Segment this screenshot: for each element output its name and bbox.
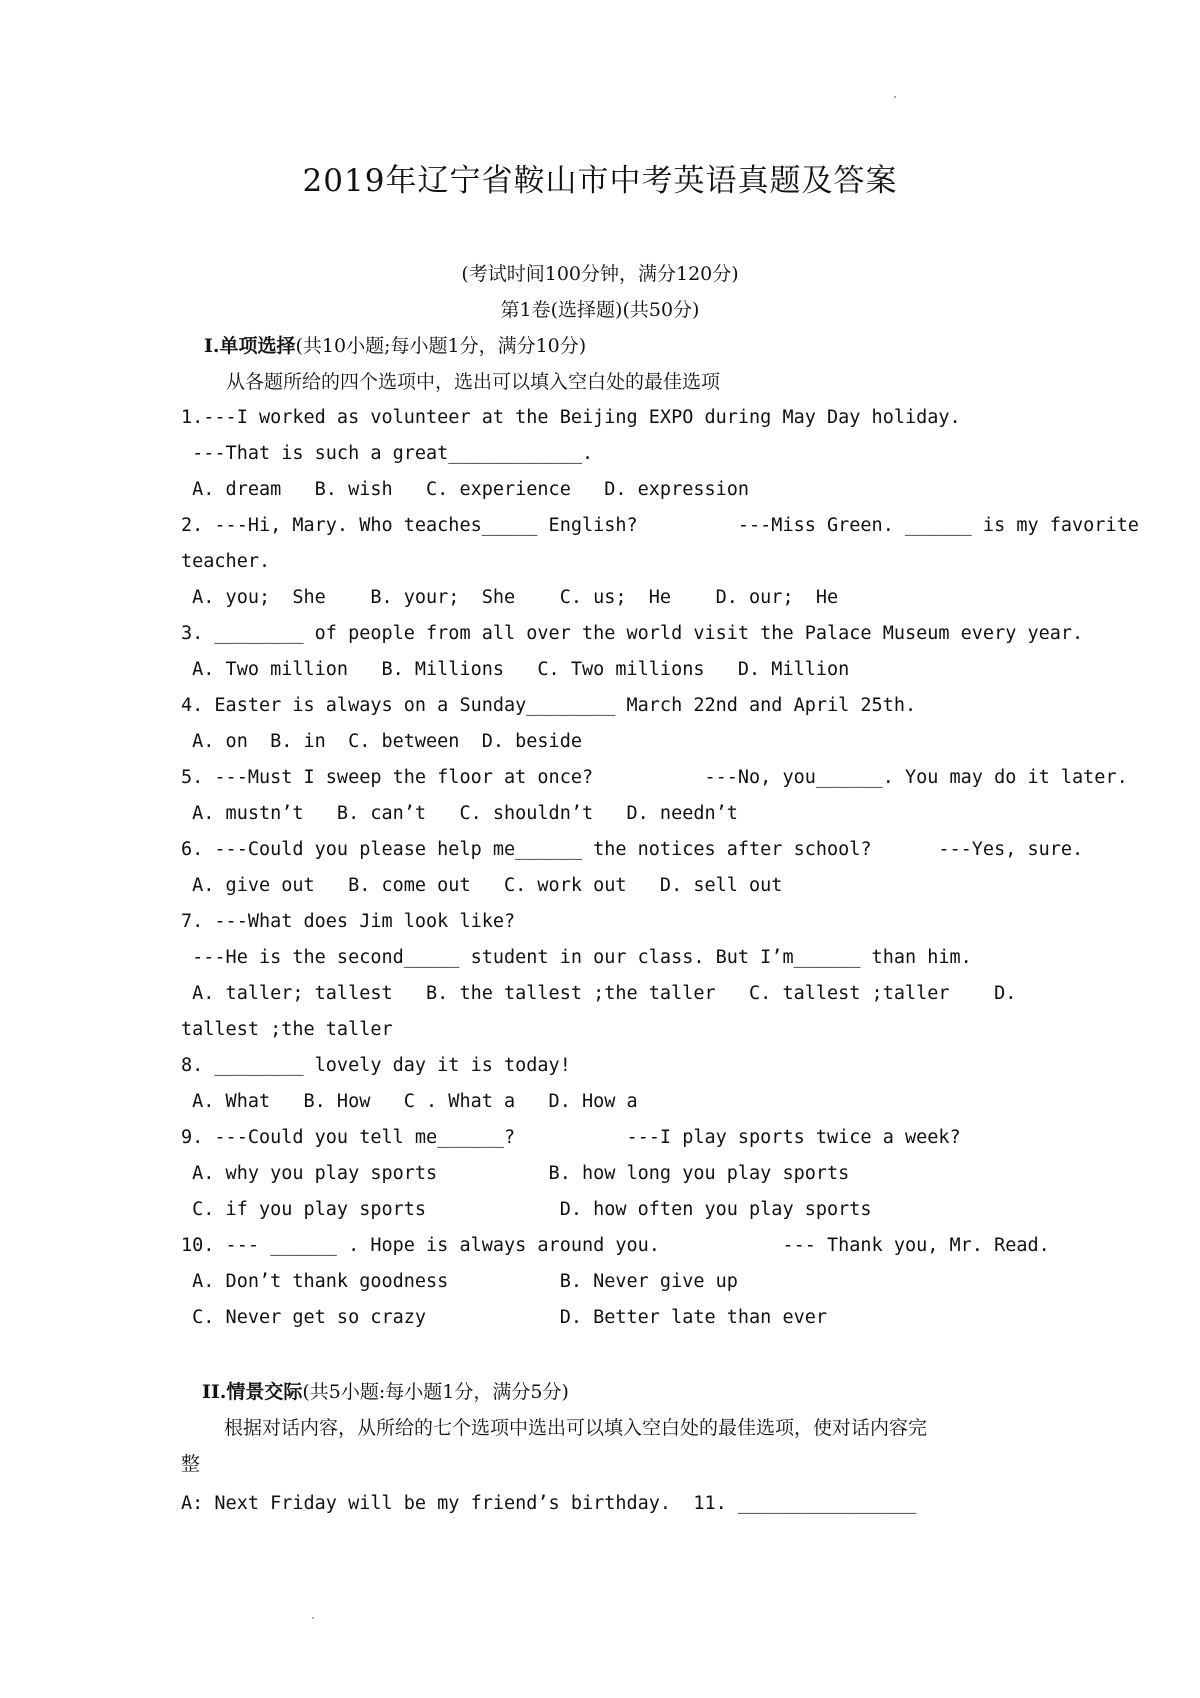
section2-scoring: (共5小题:每小题1分，满分5分) [302,1381,569,1403]
option-line: A. on B. in C. between D. beside [181,731,582,752]
question-line: 10. --- ______ . Hope is always around you. --- Thank you, Mr. Read. [181,1235,1050,1256]
exam-info: (考试时间100分钟，满分120分) [461,263,739,285]
scan-speck [312,1617,314,1619]
volume-heading: 第1卷(选择题)(共50分) [500,299,700,321]
question-line: ---That is such a great____________. [181,443,594,464]
section2-instruction-cont: 整 [181,1453,201,1475]
option-line: A. you; She B. your; She C. us; He D. our; He [181,587,839,608]
option-line: A. Don’t thank goodness B. Never give up [181,1271,738,1292]
dialog-line: A: Next Friday will be my friend’s birthday. 11. ________________ [181,1493,917,1514]
question-line: 8. ________ lovely day it is today! [181,1055,571,1076]
question-line: 6. ---Could you please help me______ the notices after school? ---Yes, sure. [181,839,1084,860]
question-line: ---He is the second_____ student in our class. But I’m______ than him. [181,947,972,968]
page-title: 2019年辽宁省鞍山市中考英语真题及答案 [302,163,898,199]
section1-scoring: (共10小题;每小题1分，满分10分) [295,335,587,357]
option-line: A. give out B. come out C. work out D. sell out [181,875,783,896]
option-line: A. What B. How C . What a D. How a [181,1091,638,1112]
question-line: 4. Easter is always on a Sunday________ March 22nd and April 25th. [181,695,917,716]
option-line: C. Never get so crazy D. Better late than ever [181,1307,828,1328]
section2-instruction: 根据对话内容，从所给的七个选项中选出可以填入空白处的最佳选项，使对话内容完 [224,1417,928,1439]
section2-title: II.情景交际 [202,1381,303,1403]
option-line: A. Two million B. Millions C. Two millions D. Million [181,659,850,680]
question-line: 5. ---Must I sweep the floor at once? ---No, you______. You may do it later. [181,767,1128,788]
question-line: 9. ---Could you tell me______? ---I play sports twice a week? [181,1127,961,1148]
section1-heading [204,334,586,358]
section1-title: I.单项选择 [204,335,296,357]
scan-speck [894,96,896,98]
section1-instruction: 从各题所给的四个选项中，选出可以填入空白处的最佳选项 [226,371,721,393]
section2-heading [202,1380,569,1404]
question-line: 2. ---Hi, Mary. Who teaches_____ English? ---Miss Green. ______ is my favorite [181,515,1139,536]
question-line: 7. ---What does Jim look like? [181,911,516,932]
option-line: A. dream B. wish C. experience D. expression [181,479,750,500]
option-line: C. if you play sports D. how often you play sports [181,1199,872,1220]
question-line: 1.---I worked as volunteer at the Beijing EXPO during May Day holiday. [181,407,961,428]
option-line: A. taller; tallest B. the tallest ;the taller C. tallest ;taller D. [181,983,1017,1004]
question-line: teacher. [181,551,271,572]
question-line: 3. ________ of people from all over the world visit the Palace Museum every year. [181,623,1084,644]
option-line: tallest ;the taller [181,1019,393,1040]
option-line: A. mustn’t B. can’t C. shouldn’t D. needn’t [181,803,738,824]
option-line: A. why you play sports B. how long you play sports [181,1163,850,1184]
